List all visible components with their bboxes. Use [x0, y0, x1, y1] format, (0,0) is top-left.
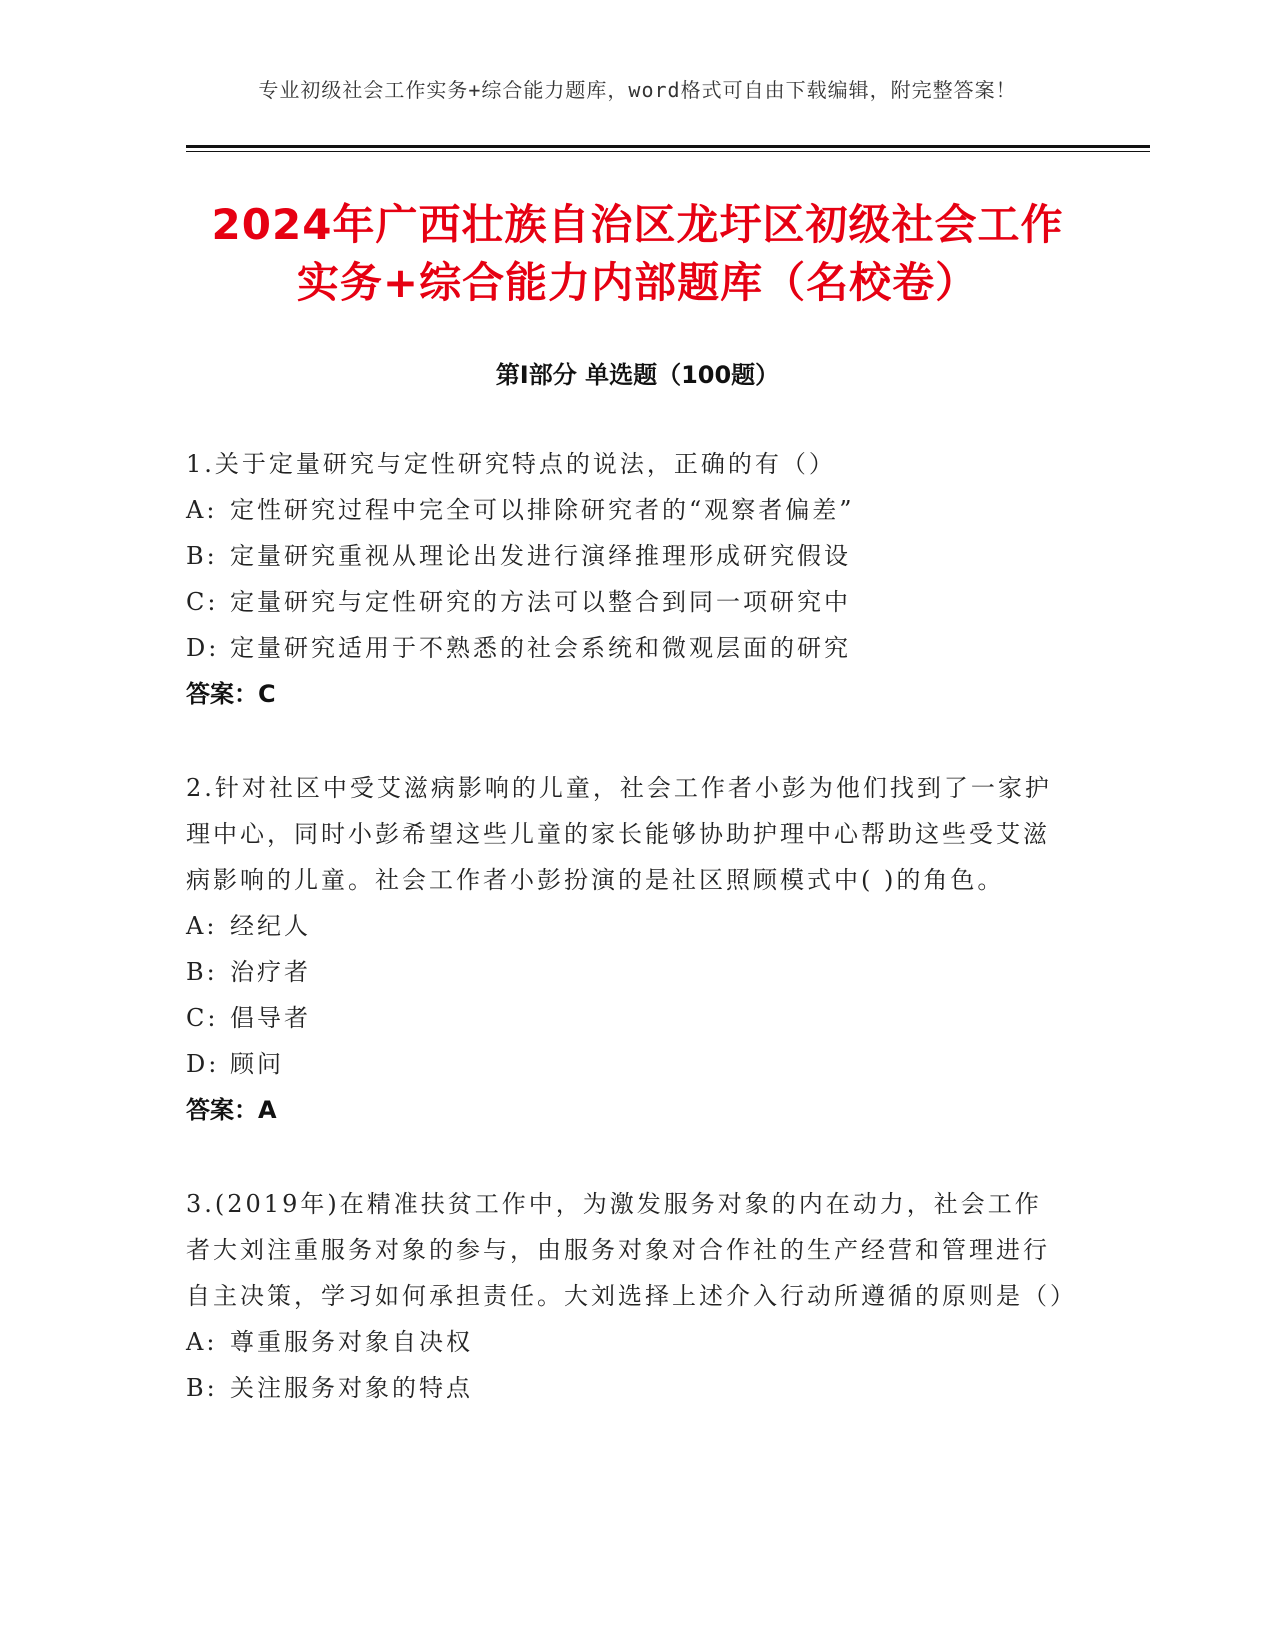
option-a	[186, 487, 1066, 533]
section-title: 第Ⅰ部分 单选题（100题）	[495, 361, 780, 389]
option-c	[186, 579, 1066, 625]
page-header: 专业初级社会工作实务+综合能力题库，word格式可自由下载编辑，附完整答案！	[258, 78, 1017, 102]
question-3	[186, 1181, 1077, 1411]
option-text: 定量研究适用于不熟悉的社会系统和微观层面的研究	[230, 634, 851, 662]
option-d	[186, 1041, 1066, 1087]
option-text: 倡导者	[230, 1004, 311, 1032]
option-key: D:	[186, 634, 220, 662]
header-rule-thick	[186, 145, 1150, 148]
option-b	[186, 949, 1066, 995]
option-key: D:	[186, 1050, 220, 1078]
option-key: A:	[186, 912, 218, 940]
option-a	[186, 1319, 1066, 1365]
option-key: B:	[186, 1374, 218, 1402]
question-stem: 2.针对社区中受艾滋病影响的儿童，社会工作者小彭为他们找到了一家护理中心，同时小彭希望这些儿童的家长能够协助护理中心帮助这些受艾滋病影响的儿童。社会工作者小彭扮演的是社区照顾模式中( )的角色。	[186, 774, 1052, 894]
option-d	[186, 625, 1066, 671]
option-key: C:	[186, 1004, 219, 1032]
option-text: 经纪人	[230, 912, 311, 940]
option-text: 尊重服务对象自决权	[230, 1328, 473, 1356]
option-text: 关注服务对象的特点	[230, 1374, 473, 1402]
option-text: 定性研究过程中完全可以排除研究者的“观察者偏差”	[230, 496, 855, 524]
question-1	[186, 441, 1066, 717]
question-2	[186, 765, 1066, 1133]
option-c	[186, 995, 1066, 1041]
option-text: 定量研究与定性研究的方法可以整合到同一项研究中	[230, 588, 851, 616]
option-a	[186, 903, 1066, 949]
option-key: A:	[186, 1328, 218, 1356]
option-key: C:	[186, 588, 219, 616]
option-text: 治疗者	[230, 958, 311, 986]
option-text: 顾问	[230, 1050, 284, 1078]
option-b	[186, 1365, 1066, 1411]
header-rule-thin	[186, 151, 1150, 152]
question-list	[186, 441, 1077, 1459]
option-b	[186, 533, 1066, 579]
option-key: B:	[186, 542, 218, 570]
answer: 答案：C	[186, 680, 276, 708]
title-line-2: 实务+综合能力内部题库（名校卷）	[296, 258, 979, 307]
option-key: B:	[186, 958, 218, 986]
question-stem: 1.关于定量研究与定性研究特点的说法，正确的有（）	[186, 450, 836, 478]
option-text: 定量研究重视从理论出发进行演绎推理形成研究假设	[230, 542, 851, 570]
answer: 答案：A	[186, 1096, 277, 1124]
option-key: A:	[186, 496, 218, 524]
question-stem: 3.(2019年)在精准扶贫工作中，为激发服务对象的内在动力，社会工作者大刘注重服务对象的参与，由服务对象对合作社的生产经营和管理进行自主决策，学习如何承担责任。大刘选择上述介入行动所遵循的原则是（）	[186, 1190, 1077, 1310]
document-title	[170, 196, 1105, 312]
title-line-1: 2024年广西壮族自治区龙圩区初级社会工作	[211, 200, 1064, 249]
